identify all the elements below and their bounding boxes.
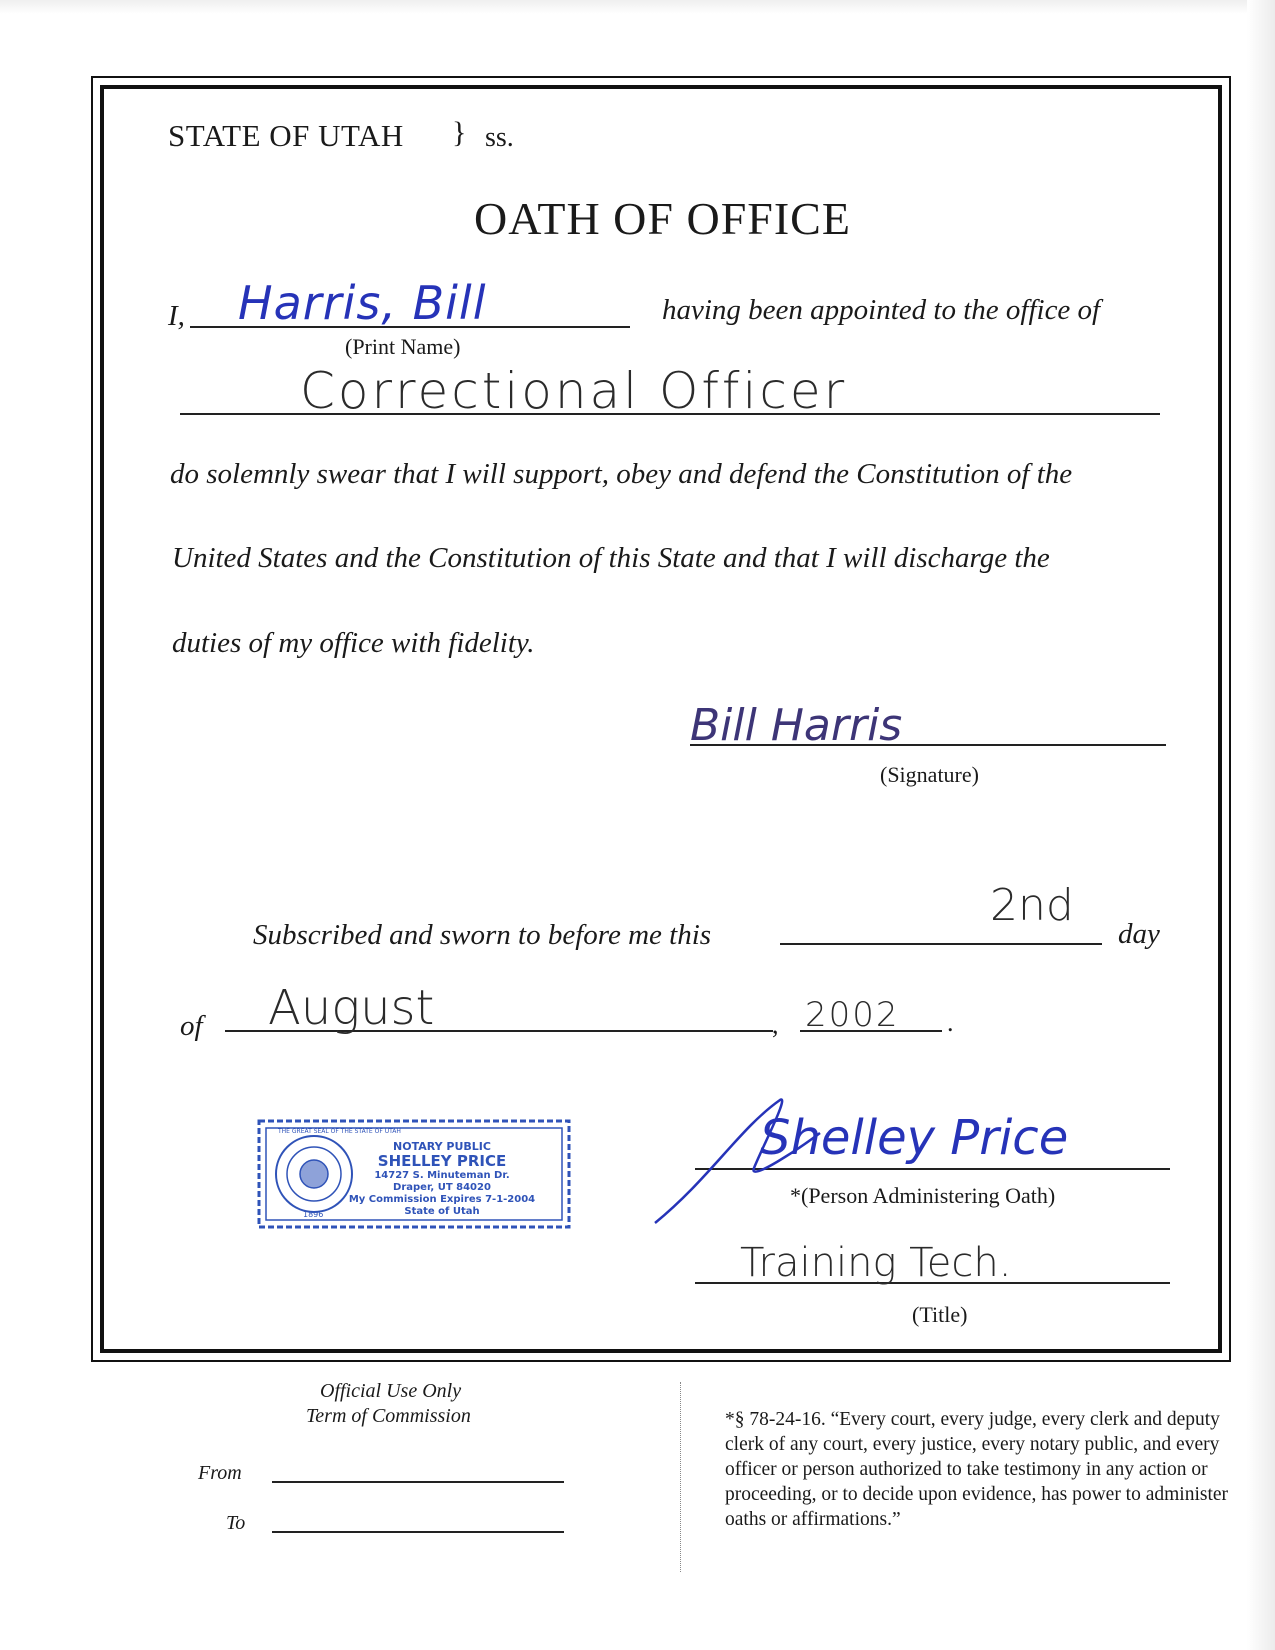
stamp-line-3: 14727 S. Minuteman Dr. — [374, 1170, 510, 1181]
administrator-signature-value[interactable]: Shelley Price — [760, 1110, 1069, 1166]
title-value[interactable]: Training Tech. — [740, 1240, 1012, 1286]
scan-top-shade — [0, 0, 1275, 14]
footer-divider — [680, 1382, 681, 1572]
seal-text: THE GREAT SEAL OF THE STATE OF UTAH — [278, 1128, 401, 1135]
print-name-value[interactable]: Harris, Bill — [238, 276, 487, 330]
comma: , — [772, 1010, 779, 1039]
statute-text: *§ 78-24-16. “Every court, every judge, every clerk and deputy clerk of any court, every justice, every notary public, and every officer or person authorized to take testimony in any action or proceeding, or to decide upon evidence, has power to administer oaths or affirmations.” — [725, 1409, 1229, 1530]
from-field[interactable] — [272, 1481, 564, 1483]
scan-edge-shade — [1247, 0, 1275, 1650]
day-label: day — [1118, 918, 1160, 950]
stamp-line-5: My Commission Expires 7-1-2004 — [348, 1194, 536, 1205]
ss-label: ss. — [485, 122, 514, 153]
print-name-caption: (Print Name) — [345, 334, 461, 359]
official-use-heading: Official Use Only — [320, 1380, 462, 1402]
state-label: STATE OF UTAH — [168, 118, 404, 153]
year-value[interactable]: 2002 — [805, 995, 900, 1035]
signature-caption: (Signature) — [880, 762, 979, 787]
title-caption: (Title) — [912, 1302, 968, 1327]
appointed-text: having been appointed to the office of — [662, 294, 1101, 326]
of-label: of — [180, 1010, 203, 1042]
sworn-intro: Subscribed and sworn to before me this — [253, 919, 712, 951]
oath-body-line-3: duties of my office with fidelity. — [172, 627, 535, 659]
to-label: To — [226, 1512, 246, 1534]
i-label: I, — [168, 300, 185, 332]
administrator-caption: *(Person Administering Oath) — [790, 1183, 1056, 1208]
stamp-line-4: Draper, UT 84020 — [393, 1182, 491, 1193]
stamp-line-1: NOTARY PUBLIC — [393, 1140, 491, 1153]
period: . — [947, 1008, 954, 1037]
term-of-commission-heading: Term of Commission — [306, 1405, 471, 1427]
signature-value[interactable]: Bill Harris — [690, 700, 903, 751]
oath-body-line-2: United States and the Constitution of this State and that I will discharge the — [172, 542, 1050, 574]
from-label: From — [198, 1462, 242, 1484]
brace-symbol: } — [452, 116, 467, 149]
day-line — [780, 943, 1102, 945]
oath-body-line-1: do solemnly swear that I will support, obey and defend the Constitution of the — [170, 458, 1073, 490]
stamp-line-2: SHELLEY PRICE — [377, 1152, 507, 1170]
seal-year: 1896 — [303, 1210, 324, 1219]
month-value[interactable]: August — [268, 980, 435, 1036]
office-value[interactable]: Correctional Officer — [300, 362, 848, 420]
day-value[interactable]: 2nd — [990, 880, 1074, 931]
stamp-line-6: State of Utah — [404, 1206, 480, 1217]
to-field[interactable] — [272, 1531, 564, 1533]
document-title: OATH OF OFFICE — [474, 193, 851, 244]
